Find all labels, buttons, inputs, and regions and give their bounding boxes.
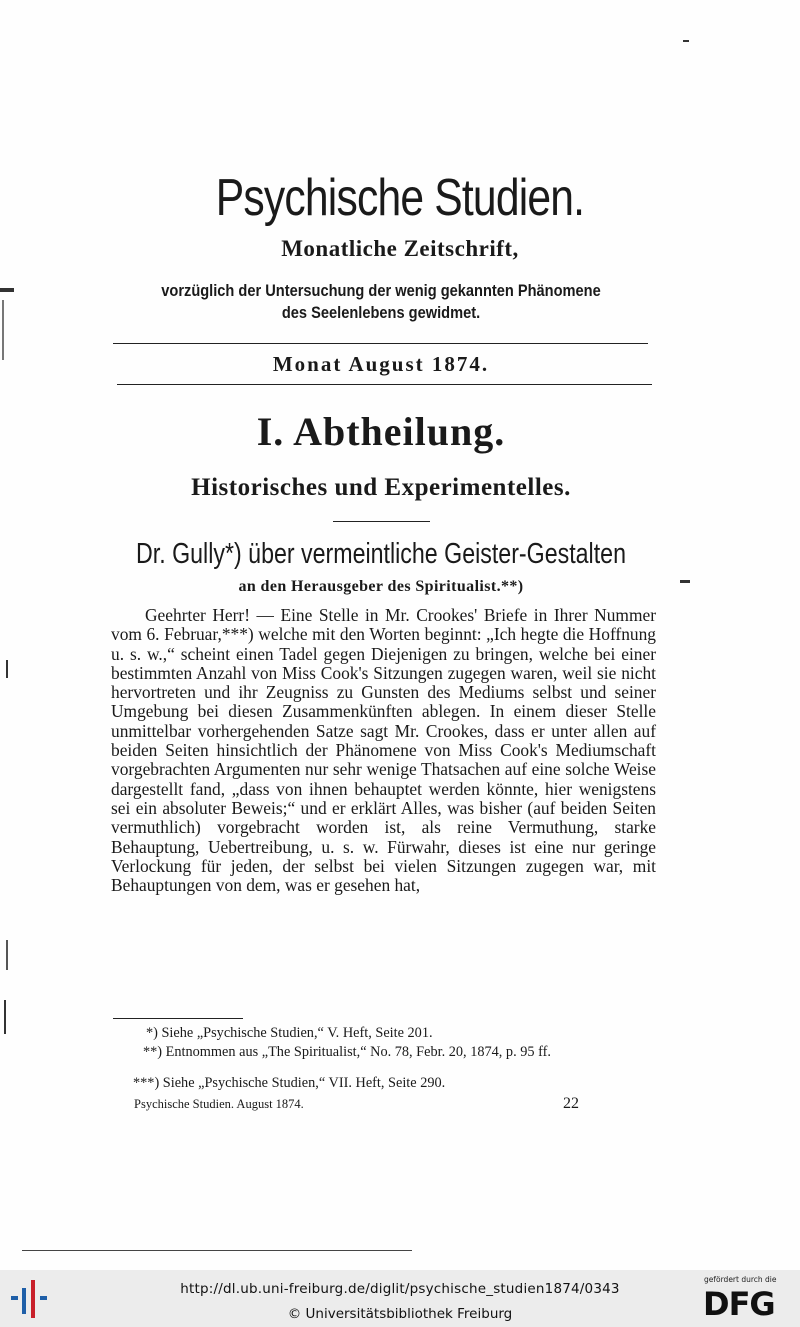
article-title: Dr. Gully*) über vermeintliche Geister-Gestalten: [136, 538, 626, 570]
viewer-bottom-bar: [0, 1270, 800, 1327]
footnote-3: ***) Siehe „Psychische Studien,“ VII. Heft, Seite 290.: [133, 1075, 446, 1091]
page-bottom-rule: [22, 1250, 412, 1251]
journal-subtitle: Monatliche Zeitschrift,: [281, 236, 519, 261]
footnote-rule: [113, 1018, 243, 1019]
copyright-notice: © Universitätsbibliothek Freiburg: [287, 1306, 513, 1322]
journal-description-line-1: vorzüglich der Untersuchung der wenig gekannten Phänomene: [161, 281, 601, 300]
divider-rule: [117, 384, 652, 385]
article-subtitle: an den Herausgeber des Spiritualist.**): [238, 578, 524, 595]
scan-edge-mark: [683, 40, 689, 42]
journal-title: Psychische Studien.: [215, 169, 585, 227]
section-subheading: Historisches und Experimentelles.: [191, 474, 571, 501]
dfg-tagline: gefördert durch die: [704, 1275, 777, 1284]
scan-edge-mark: [6, 940, 8, 970]
article-body: [111, 606, 656, 895]
section-heading: I. Abtheilung.: [256, 409, 506, 454]
scan-edge-mark: [0, 288, 14, 292]
short-divider: [333, 521, 430, 522]
dfg-logo: DFG: [703, 1285, 775, 1323]
scan-edge-mark: [6, 660, 8, 678]
footnote-2: **) Entnommen aus „The Spiritualist,“ No. 78, Febr. 20, 1874, p. 95 ff.: [143, 1044, 551, 1060]
scan-edge-mark: [4, 1000, 6, 1034]
sheet-signature: 22: [563, 1095, 579, 1112]
scan-edge-mark: [2, 300, 4, 360]
article-paragraph: Geehrter Herr! — Eine Stelle in Mr. Crookes' Briefe in Ihrer Nummer vom 6. Februar,***) welche mit den Worten beginnt: „Ich hegte die Hoffnung u. s. w.,“ scheint einen Tadel gegen Diejenigen zu bringen, welche bei einer bestimmten Anzahl von Miss Cook's Sitzungen zugegen waren, weil sie nicht hervortreten und ihr Zeugniss zu Gunsten des Mediums selbst und seiner Umgebung bei diesen Zusammenkünften ablegen. In einem dieser Stelle unmittelbar vorhergehenden Satze sagt Mr. Crookes, dass er unter allen auf beiden Seiten hinsichtlich der Phänomene von Miss Cook's Mediumschaft vorgebrachten Argumenten nur sehr wenige Thatsachen auf eine solche Weise dargestellt fand, „dass von ihnen behauptet werden könnte, hier wenigstens sei ein absoluter Beweis;“ und er erklärt Alles, was bisher (auf beiden Seiten vermuthlich) vorgebracht worden ist, als reine Vermuthung, starke Behauptung, Uebertreibung, u. s. w. Fürwahr, dieses ist eine nur geringe Verlockung für jeden, der selbst bei vielen Sitzungen zugegen war, mit Behauptungen von dem, was er gesehen hat,: [111, 605, 656, 896]
journal-description-line-2: des Seelenlebens gewidmet.: [281, 303, 481, 322]
permalink-url[interactable]: http://dl.ub.uni-freiburg.de/diglit/psychische_studien1874/0343: [180, 1281, 620, 1297]
issue-date: Monat August 1874.: [272, 352, 490, 376]
divider-rule: [113, 343, 648, 344]
running-title: Psychische Studien. August 1874.: [134, 1097, 304, 1111]
footnote-1: *) Siehe „Psychische Studien,“ V. Heft, Seite 201.: [146, 1025, 433, 1041]
